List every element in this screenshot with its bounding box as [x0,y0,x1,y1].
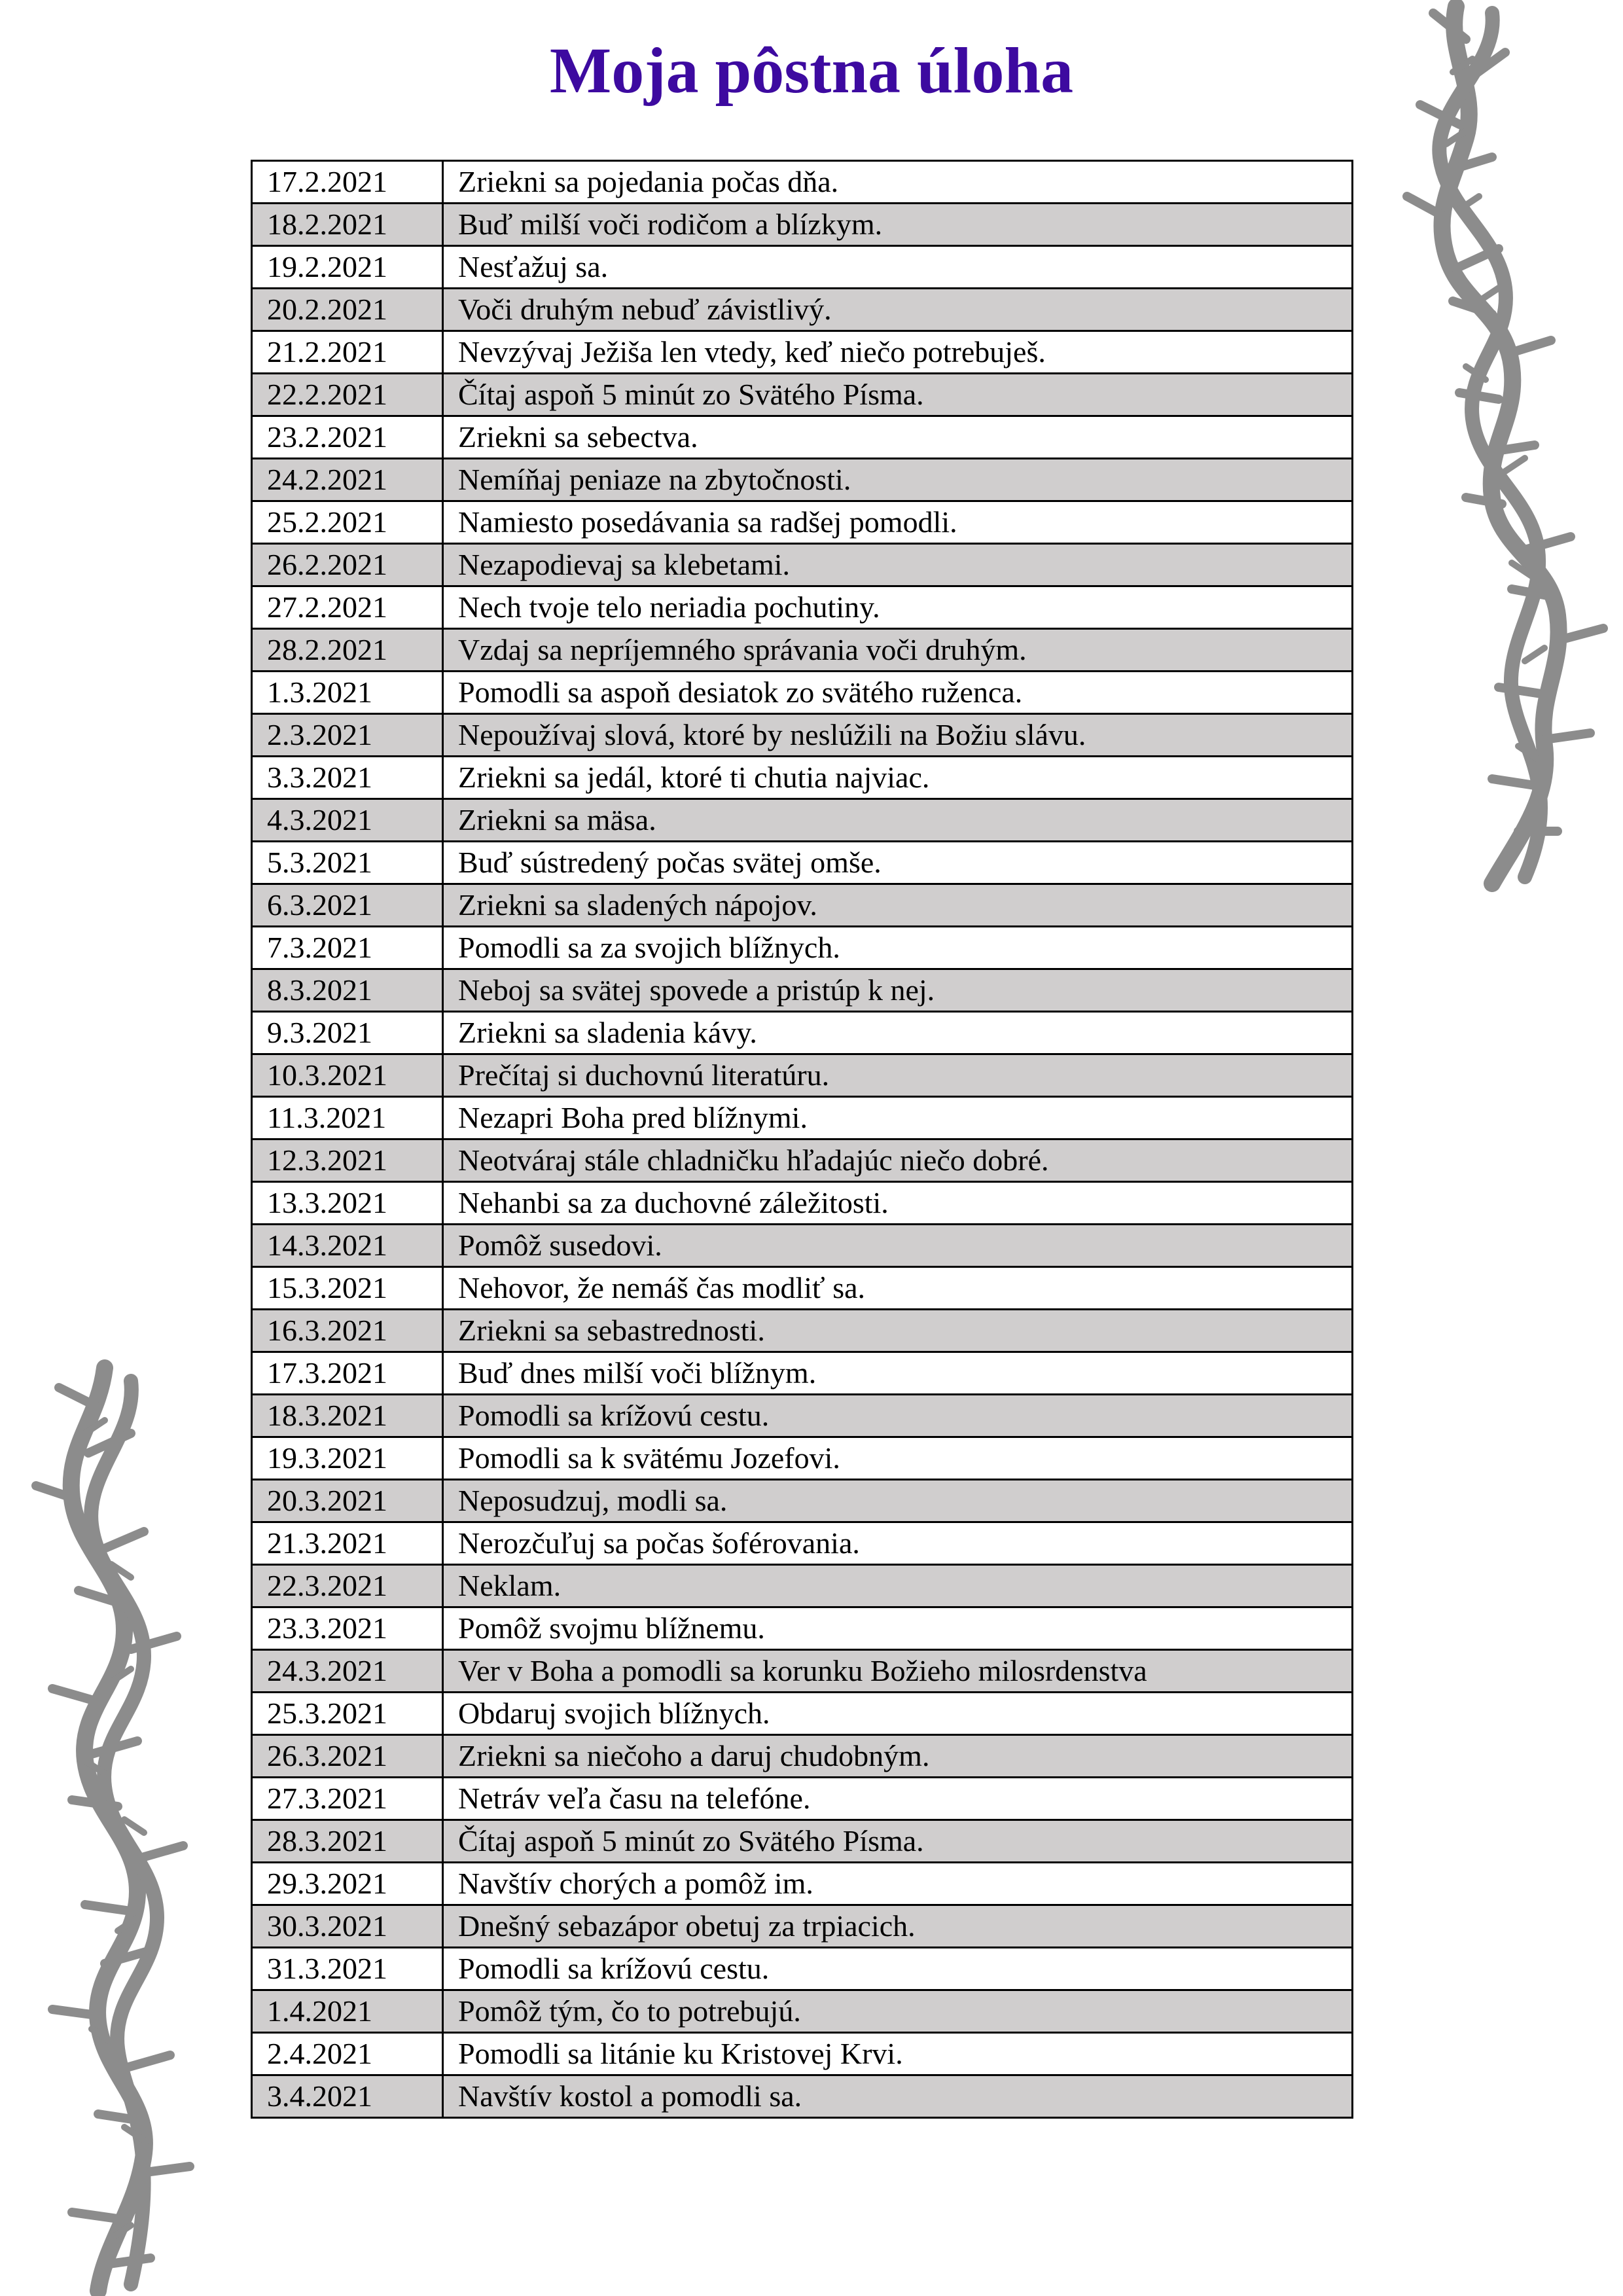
table-row [252,1352,1353,1395]
table-row [252,246,1353,289]
row-date: 1.4.2021 [252,1990,443,2033]
table-row [252,2075,1353,2118]
table-row [252,1012,1353,1054]
row-task: Pomodli sa krížovú cestu. [443,1948,1353,1990]
row-date: 16.3.2021 [252,1310,443,1352]
row-task: Vzdaj sa nepríjemného správania voči druhým. [443,629,1353,672]
table-row [252,1948,1353,1990]
row-date: 24.3.2021 [252,1650,443,1693]
row-date: 12.3.2021 [252,1139,443,1182]
table-row [252,1778,1353,1820]
table-row [252,1565,1353,1607]
row-date: 25.3.2021 [252,1693,443,1735]
row-date: 3.3.2021 [252,757,443,799]
table-row [252,1650,1353,1693]
row-task: Zriekni sa sladených nápojov. [443,884,1353,927]
row-task: Zriekni sa sebastrednosti. [443,1310,1353,1352]
table-row [252,586,1353,629]
table-row [252,1863,1353,1905]
table-row [252,289,1353,331]
row-task: Nesťažuj sa. [443,246,1353,289]
table-row [252,672,1353,714]
row-task: Zriekni sa jedál, ktoré ti chutia najviac. [443,757,1353,799]
row-task: Zriekni sa niečoho a daruj chudobným. [443,1735,1353,1778]
row-date: 19.2.2021 [252,246,443,289]
row-task: Nezapri Boha pred blížnymi. [443,1097,1353,1139]
row-date: 26.2.2021 [252,544,443,586]
row-task: Nepoužívaj slová, ktoré by neslúžili na Božiu slávu. [443,714,1353,757]
row-date: 26.3.2021 [252,1735,443,1778]
page-title: Moja pôstna úloha [549,34,1074,107]
row-date: 25.2.2021 [252,501,443,544]
row-task: Obdaruj svojich blížnych. [443,1693,1353,1735]
table-row [252,331,1353,374]
table-row [252,1607,1353,1650]
row-date: 28.2.2021 [252,629,443,672]
row-date: 19.3.2021 [252,1437,443,1480]
row-task: Ver v Boha a pomodli sa korunku Božieho milosrdenstva [443,1650,1353,1693]
table-row [252,884,1353,927]
row-date: 2.3.2021 [252,714,443,757]
row-date: 2.4.2021 [252,2033,443,2075]
row-date: 20.2.2021 [252,289,443,331]
table-row [252,1097,1353,1139]
row-task: Netráv veľa času na telefóne. [443,1778,1353,1820]
row-task: Nech tvoje telo neriadia pochutiny. [443,586,1353,629]
row-date: 7.3.2021 [252,927,443,969]
lent-task-table-body [252,161,1353,2118]
row-date: 10.3.2021 [252,1054,443,1097]
table-row [252,1693,1353,1735]
row-task: Nemíňaj peniaze na zbytočnosti. [443,459,1353,501]
row-task: Zriekni sa sebectva. [443,416,1353,459]
row-task: Navštív chorých a pomôž im. [443,1863,1353,1905]
table-row [252,1990,1353,2033]
row-date: 23.3.2021 [252,1607,443,1650]
row-date: 21.2.2021 [252,331,443,374]
row-date: 29.3.2021 [252,1863,443,1905]
row-task: Pomodli sa aspoň desiatok zo svätého ruženca. [443,672,1353,714]
lent-task-table [251,160,1353,2119]
table-row [252,1310,1353,1352]
row-date: 17.3.2021 [252,1352,443,1395]
row-date: 28.3.2021 [252,1820,443,1863]
table-row [252,799,1353,842]
table-row [252,1054,1353,1097]
table-row [252,629,1353,672]
row-date: 23.2.2021 [252,416,443,459]
row-task: Zriekni sa pojedania počas dňa. [443,161,1353,204]
row-task: Pomôž susedovi. [443,1225,1353,1267]
row-task: Nehanbi sa za duchovné záležitosti. [443,1182,1353,1225]
row-task: Buď milší voči rodičom a blízkym. [443,204,1353,246]
table-row [252,842,1353,884]
table-row [252,1735,1353,1778]
table-row [252,1437,1353,1480]
table-row [252,544,1353,586]
row-date: 31.3.2021 [252,1948,443,1990]
table-row [252,1225,1353,1267]
crown-of-thorns-branch-icon [26,1355,223,2296]
row-task: Nevzývaj Ježiša len vtedy, keď niečo potrebuješ. [443,331,1353,374]
row-task: Nehovor, že nemáš čas modliť sa. [443,1267,1353,1310]
row-date: 8.3.2021 [252,969,443,1012]
crown-of-thorns-branch-icon [1394,0,1623,903]
row-date: 17.2.2021 [252,161,443,204]
row-task: Voči druhým nebuď závistlivý. [443,289,1353,331]
row-task: Dnešný sebazápor obetuj za trpiacich. [443,1905,1353,1948]
row-date: 14.3.2021 [252,1225,443,1267]
row-task: Nerozčuľuj sa počas šoférovania. [443,1522,1353,1565]
row-date: 18.3.2021 [252,1395,443,1437]
row-task: Pomodli sa litánie ku Kristovej Krvi. [443,2033,1353,2075]
table-row [252,501,1353,544]
row-task: Pomodli sa za svojich blížnych. [443,927,1353,969]
row-task: Navštív kostol a pomodli sa. [443,2075,1353,2118]
table-row [252,1182,1353,1225]
row-date: 21.3.2021 [252,1522,443,1565]
table-row [252,2033,1353,2075]
row-task: Neposudzuj, modli sa. [443,1480,1353,1522]
table-row [252,757,1353,799]
row-date: 3.4.2021 [252,2075,443,2118]
row-task: Neotváraj stále chladničku hľadajúc niečo dobré. [443,1139,1353,1182]
row-task: Pomôž svojmu blížnemu. [443,1607,1353,1650]
row-date: 15.3.2021 [252,1267,443,1310]
row-task: Neklam. [443,1565,1353,1607]
table-row [252,1905,1353,1948]
table-row [252,459,1353,501]
row-date: 9.3.2021 [252,1012,443,1054]
row-task: Pomodli sa krížovú cestu. [443,1395,1353,1437]
row-date: 4.3.2021 [252,799,443,842]
row-task: Buď dnes milší voči blížnym. [443,1352,1353,1395]
table-row [252,374,1353,416]
row-task: Čítaj aspoň 5 minút zo Svätého Písma. [443,374,1353,416]
table-row [252,714,1353,757]
row-task: Pomodli sa k svätému Jozefovi. [443,1437,1353,1480]
row-date: 18.2.2021 [252,204,443,246]
row-date: 13.3.2021 [252,1182,443,1225]
table-row [252,416,1353,459]
row-date: 1.3.2021 [252,672,443,714]
row-date: 27.2.2021 [252,586,443,629]
table-row [252,1139,1353,1182]
row-task: Čítaj aspoň 5 minút zo Svätého Písma. [443,1820,1353,1863]
table-row [252,161,1353,204]
table-row [252,204,1353,246]
row-date: 22.3.2021 [252,1565,443,1607]
table-row [252,1480,1353,1522]
row-date: 11.3.2021 [252,1097,443,1139]
row-date: 20.3.2021 [252,1480,443,1522]
table-row [252,927,1353,969]
table-row [252,1267,1353,1310]
table-row [252,1395,1353,1437]
table-row [252,1522,1353,1565]
row-date: 27.3.2021 [252,1778,443,1820]
row-task: Nezapodievaj sa klebetami. [443,544,1353,586]
row-date: 5.3.2021 [252,842,443,884]
row-task: Zriekni sa mäsa. [443,799,1353,842]
row-task: Pomôž tým, čo to potrebujú. [443,1990,1353,2033]
row-date: 6.3.2021 [252,884,443,927]
row-task: Buď sústredený počas svätej omše. [443,842,1353,884]
table-row [252,969,1353,1012]
row-date: 24.2.2021 [252,459,443,501]
row-task: Zriekni sa sladenia kávy. [443,1012,1353,1054]
row-task: Prečítaj si duchovnú literatúru. [443,1054,1353,1097]
row-task: Namiesto posedávania sa radšej pomodli. [443,501,1353,544]
row-task: Neboj sa svätej spovede a pristúp k nej. [443,969,1353,1012]
row-date: 22.2.2021 [252,374,443,416]
table-row [252,1820,1353,1863]
row-date: 30.3.2021 [252,1905,443,1948]
